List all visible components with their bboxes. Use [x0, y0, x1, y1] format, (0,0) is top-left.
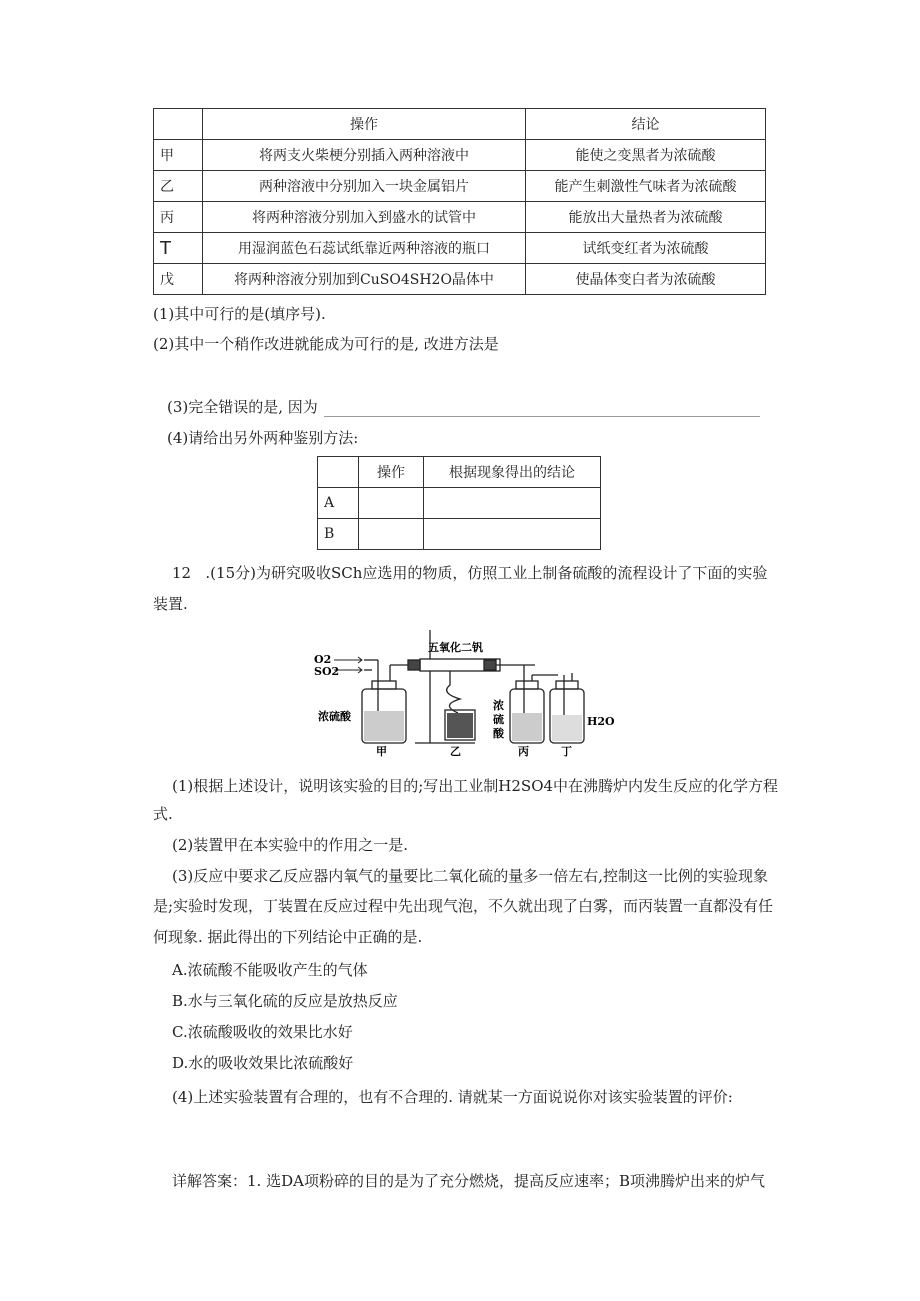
option-a: A.浓硫酸不能吸收产生的气体: [172, 961, 368, 979]
question-12-3-cont: 是;实验时发现，丁装置在反应过程中先出现气泡，不久就出现了白雾，而丙装置一直都没有任: [153, 897, 774, 915]
operation-cell: 将两种溶液分别加到CuSO4SH2O晶体中: [203, 264, 526, 295]
row-label: 乙: [154, 171, 203, 202]
label-yi: 乙: [450, 745, 461, 758]
table-row: [318, 488, 601, 519]
option-b: B.水与三氧化硫的反应是放热反应: [172, 992, 398, 1010]
table-row: [154, 140, 766, 171]
acid-liquid: [364, 711, 404, 741]
conclusion-cell: 能产生刺激性气味者为浓硫酸: [526, 171, 766, 202]
empty-cell: [424, 519, 601, 550]
acid-liquid-bing: [512, 713, 542, 741]
table-row: [318, 519, 601, 550]
table-row: [154, 202, 766, 233]
option-d: D.水的吸收效果比浓硫酸好: [172, 1054, 354, 1072]
so2-label: SO2: [314, 665, 340, 678]
label-ding: 丁: [561, 745, 572, 758]
question-12-intro: [172, 563, 767, 583]
table-row: [154, 171, 766, 202]
question-12-text: .(15分)为研究吸收SCh应选用的物质，仿照工业上制备硫酸的流程设计了下面的实验: [205, 564, 768, 582]
conclusion-cell: 试纸变红者为浓硫酸: [526, 233, 766, 264]
table-header-row: [318, 457, 601, 488]
question-11-3-text: (3)完全错误的是, 因为: [167, 398, 318, 416]
question-12-1: (1)根据上述设计，说明该实验的目的;写出工业制H2SO4中在沸腾炉内发生反应的化学方程: [172, 777, 779, 795]
question-12-2: (2)装置甲在本实验中的作用之一是.: [172, 836, 409, 854]
conclusion-cell: 能使之变黑者为浓硫酸: [526, 140, 766, 171]
table-header-cell: 结论: [526, 109, 766, 140]
o2-label: O2: [314, 653, 332, 666]
question-12-4: (4)上述实验装置有合理的，也有不合理的. 请就某一方面说说你对该实验装置的评价:: [172, 1088, 733, 1106]
water-label: H2O: [587, 715, 615, 728]
table-header-cell: 操作: [359, 457, 424, 488]
question-12-intro-cont: 装置.: [153, 595, 188, 613]
lamp: [447, 713, 473, 738]
table-header-cell: 根据现象得出的结论: [424, 457, 601, 488]
question-11-4: (4)请给出另外两种鉴别方法:: [167, 429, 359, 447]
conclusion-cell: 使晶体变白者为浓硫酸: [526, 264, 766, 295]
answer-blank: [324, 402, 760, 417]
question-12-1-cont: 式.: [153, 805, 173, 823]
empty-cell: [359, 519, 424, 550]
identification-table: [153, 108, 766, 295]
table-header-cell: [154, 109, 203, 140]
question-12-3-cont2: 何现象. 据此得出的下列结论中正确的是.: [153, 928, 423, 946]
row-label: T: [154, 233, 203, 264]
table-header-cell: 操作: [203, 109, 526, 140]
row-label: A: [318, 488, 359, 519]
table-row: [154, 264, 766, 295]
question-11-2: (2)其中一个稍作改进就能成为可行的是, 改进方法是: [153, 335, 499, 353]
question-11-3: [167, 397, 760, 417]
conclusion-cell: 能放出大量热者为浓硫酸: [526, 202, 766, 233]
operation-cell: 将两种溶液分别加入到盛水的试管中: [203, 202, 526, 233]
row-label: 丙: [154, 202, 203, 233]
table-row: [154, 233, 766, 264]
row-label: 戊: [154, 264, 203, 295]
acid-label-right-2: 硫: [493, 713, 504, 726]
answer-explanation: 详解答案：1. 选DA项粉碎的目的是为了充分燃烧，提高反应速率；B项沸腾炉出来的炉气: [172, 1172, 765, 1190]
question-12-3: (3)反应中要求乙反应器内氧气的量要比二氧化硫的量多一倍左右,控制这一比例的实验现象: [172, 867, 769, 885]
apparatus-figure: [300, 625, 620, 760]
table-header-cell: [318, 457, 359, 488]
empty-cell: [424, 488, 601, 519]
row-label: 甲: [154, 140, 203, 171]
water-liquid: [552, 715, 582, 741]
method-table: [317, 456, 601, 550]
label-bing: 丙: [518, 745, 529, 758]
catalyst-label: 五氧化二钒: [428, 641, 483, 654]
empty-cell: [359, 488, 424, 519]
operation-cell: 将两支火柴梗分别插入两种溶液中: [203, 140, 526, 171]
operation-cell: 用湿润蓝色石蕊试纸靠近两种溶液的瓶口: [203, 233, 526, 264]
question-11-1: (1)其中可行的是(填序号).: [153, 305, 326, 323]
option-c: C.浓硫酸吸收的效果比水好: [172, 1023, 353, 1041]
acid-label-right-3: 酸: [493, 727, 504, 740]
row-label: B: [318, 519, 359, 550]
acid-label-left: 浓硫酸: [318, 710, 351, 723]
operation-cell: 两种溶液中分别加入一块金属铝片: [203, 171, 526, 202]
question-number: 12: [172, 564, 192, 582]
table-header-row: [154, 109, 766, 140]
acid-label-right-1: 浓: [493, 699, 504, 712]
label-jia: 甲: [376, 745, 387, 758]
